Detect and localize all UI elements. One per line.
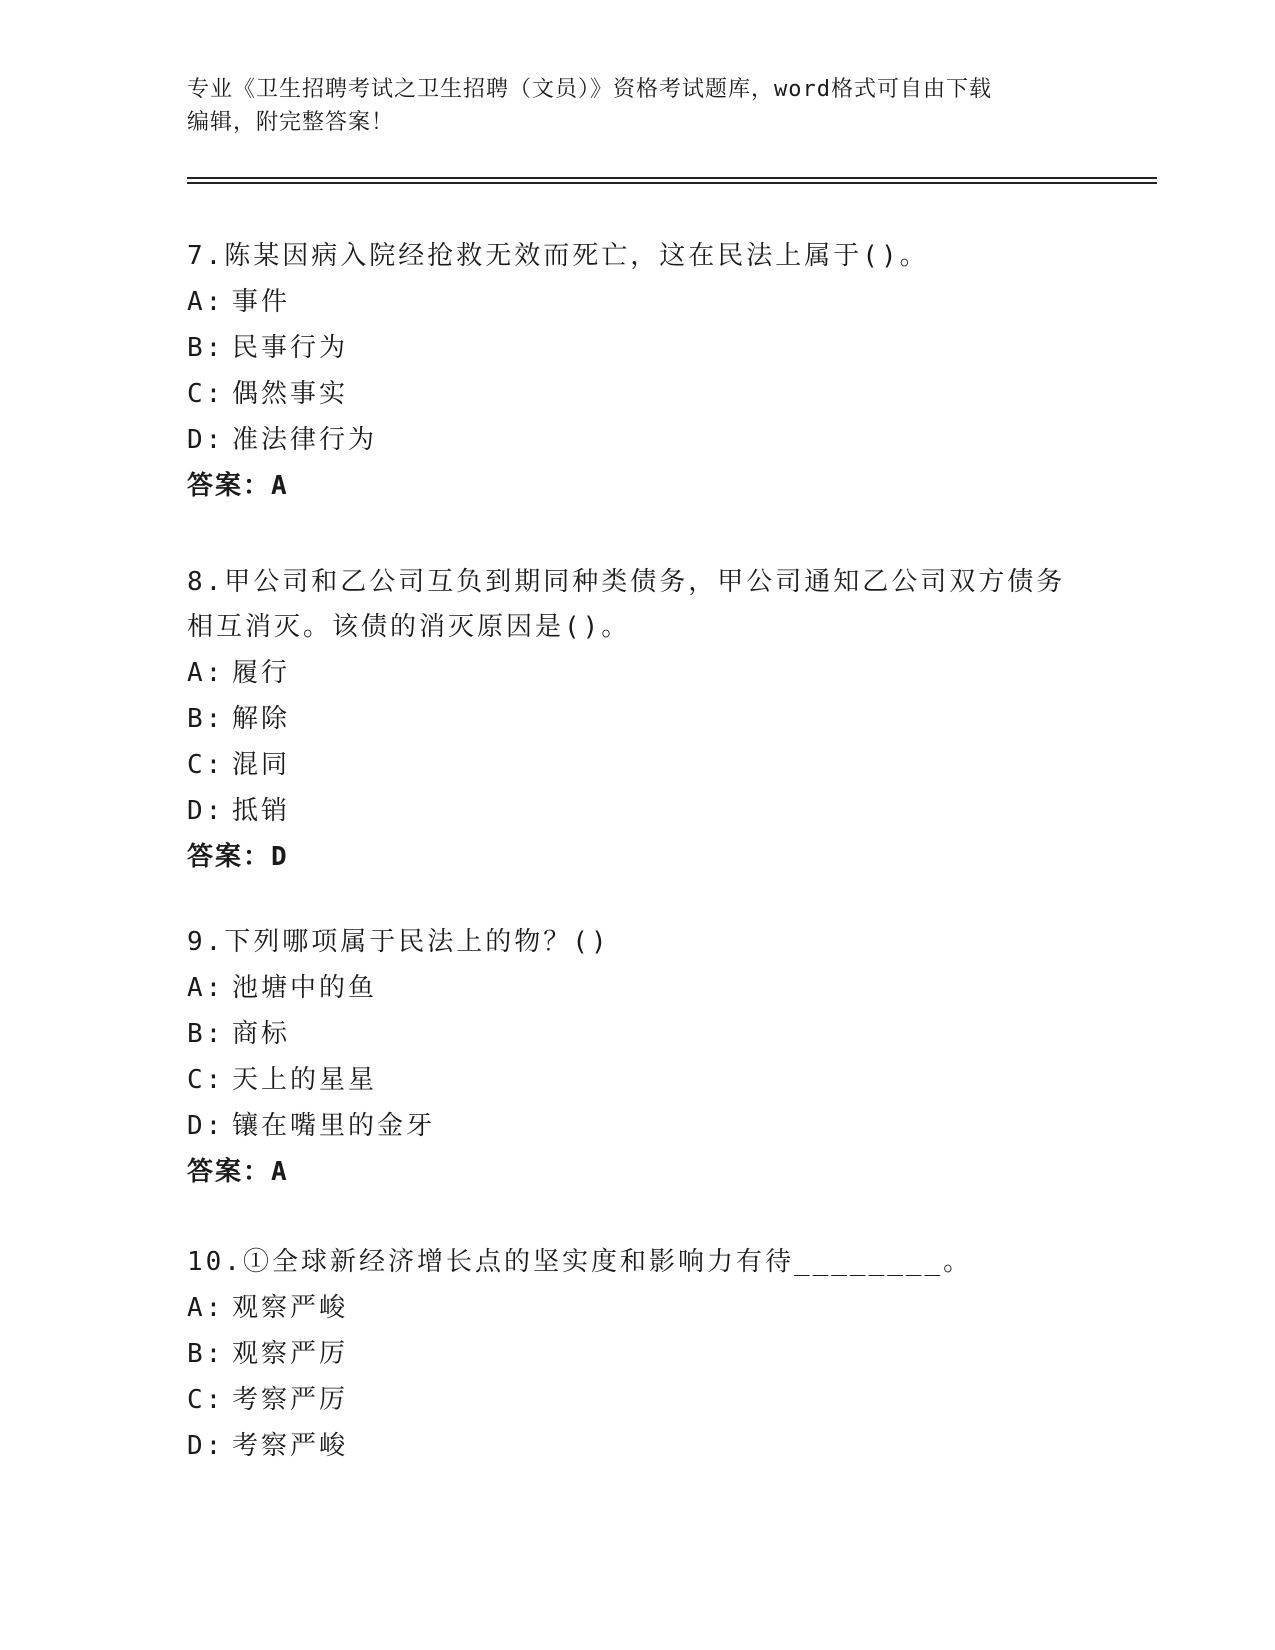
question-stem: 10.①全球新经济增长点的坚实度和影响力有待________。: [187, 1247, 973, 1277]
option-text: 准法律行为: [232, 425, 378, 455]
option-letter: C:: [187, 1385, 225, 1415]
option-d: [187, 1103, 1087, 1149]
option-text: 观察严峻: [232, 1293, 349, 1323]
answer-line: 答案：A: [187, 1157, 289, 1187]
question-stem-continued: 相互消灭。该债的消灭原因是()。: [187, 612, 631, 642]
option-text: 民事行为: [232, 333, 349, 363]
option-letter: B:: [187, 333, 225, 363]
option-c: [187, 742, 1087, 788]
question-stem: 7.陈某因病入院经抢救无效而死亡，这在民法上属于()。: [187, 241, 929, 271]
option-c: [187, 1377, 1087, 1423]
option-b: [187, 696, 1087, 742]
header-divider-top: [187, 177, 1157, 179]
option-d: [187, 1423, 1087, 1469]
option-letter: A:: [187, 658, 225, 688]
option-text: 镶在嘴里的金牙: [232, 1111, 436, 1141]
option-letter: A:: [187, 973, 225, 1003]
option-a: [187, 279, 1087, 325]
option-text: 解除: [232, 704, 291, 734]
option-b: [187, 325, 1087, 371]
question-9: [187, 920, 1087, 1195]
option-text: 履行: [232, 658, 291, 688]
question-10: [187, 1240, 1087, 1469]
header-line-1: 专业《卫生招聘考试之卫生招聘（文员）》资格考试题库，word格式可自由下载: [187, 77, 992, 102]
option-text: 考察严峻: [232, 1431, 349, 1461]
option-letter: D:: [187, 1431, 225, 1461]
option-letter: C:: [187, 379, 225, 409]
question-7: [187, 234, 1087, 509]
option-a: [187, 1285, 1087, 1331]
answer-line: 答案：D: [187, 842, 289, 872]
option-a: [187, 650, 1087, 696]
question-stem: 8.甲公司和乙公司互负到期同种类债务，甲公司通知乙公司双方债务: [187, 567, 1066, 597]
question-stem: 9.下列哪项属于民法上的物？(): [187, 927, 610, 957]
header-divider-bottom: [187, 182, 1157, 184]
option-c: [187, 371, 1087, 417]
option-text: 天上的星星: [232, 1065, 378, 1095]
option-letter: C:: [187, 1065, 225, 1095]
document-header: [187, 73, 1067, 139]
question-8: [187, 560, 1087, 880]
option-text: 观察严厉: [232, 1339, 349, 1369]
option-letter: D:: [187, 796, 225, 826]
option-letter: A:: [187, 1293, 225, 1323]
option-letter: B:: [187, 704, 225, 734]
option-letter: D:: [187, 1111, 225, 1141]
option-letter: A:: [187, 287, 225, 317]
option-letter: D:: [187, 425, 225, 455]
option-text: 抵销: [232, 796, 291, 826]
header-line-2: 编辑，附完整答案！: [187, 110, 395, 135]
answer-line: 答案：A: [187, 471, 289, 501]
option-b: [187, 1011, 1087, 1057]
option-letter: B:: [187, 1019, 225, 1049]
option-text: 商标: [232, 1019, 291, 1049]
option-letter: B:: [187, 1339, 225, 1369]
option-b: [187, 1331, 1087, 1377]
option-text: 混同: [232, 750, 291, 780]
option-text: 考察严厉: [232, 1385, 349, 1415]
option-d: [187, 417, 1087, 463]
option-d: [187, 788, 1087, 834]
option-text: 池塘中的鱼: [232, 973, 378, 1003]
option-a: [187, 965, 1087, 1011]
option-text: 偶然事实: [232, 379, 349, 409]
option-text: 事件: [232, 287, 291, 317]
option-letter: C:: [187, 750, 225, 780]
option-c: [187, 1057, 1087, 1103]
